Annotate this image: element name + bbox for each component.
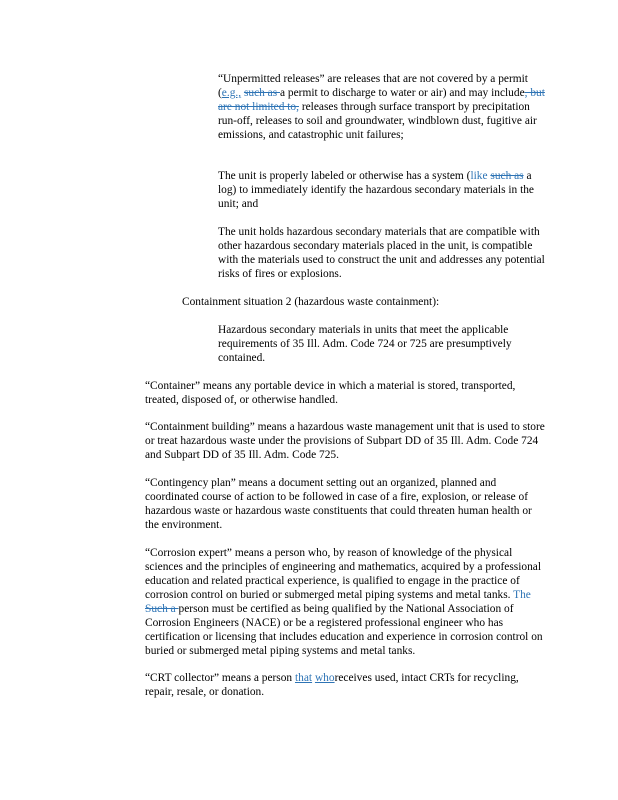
inserted-text: who: [314, 672, 335, 684]
deleted-text: , but are not limited to,: [218, 87, 545, 113]
presumptively-contained-paragraph: Hazardous secondary materials in units that meet the applicable requirements of 35 Ill. Adm. Code 724 or 725 are presumptively contained.: [218, 324, 512, 364]
containment-situation-2-heading: Containment situation 2 (hazardous waste containment):: [182, 296, 440, 308]
inserted-text: like: [470, 170, 488, 182]
paragraph-text: person must be certified as being qualified by the National Association of Corrosion Engineers (NACE) or be a registered professional engineer who has certification or licensing that includes education and experience in corrosion control on buried or submerged metal piping systems and metal tanks.: [145, 603, 543, 657]
contingency-plan-definition: “Contingency plan” means a document setting out an organized, planned and coordinated course of action to be followed in case of a fire, explosion, or release of hazardous waste or hazardous waste constituents that could threaten human health or the environment.: [145, 477, 532, 531]
paragraph-text: “Unpermitted releases” are releases that are not covered by a permit (: [218, 73, 528, 99]
deleted-text: such as: [243, 87, 281, 99]
inserted-text: that: [294, 672, 313, 684]
compatible-unit-paragraph: The unit holds hazardous secondary materials that are compatible with other hazardous secondary materials placed in the unit, is compatible with the materials used to construct the unit and addresses any potential risks of fires or explosions.: [218, 226, 545, 280]
paragraph-text: a permit to discharge to water or air) and may include: [280, 87, 525, 99]
paragraph-text: The unit is properly labeled or otherwise has a system (: [218, 170, 471, 182]
paragraph-text: a log) to immediately identify the hazardous secondary materials in the unit; and: [218, 170, 534, 210]
inserted-text: e.g.,: [221, 87, 242, 99]
container-definition: “Container” means any portable device in which a material is stored, transported, treated, disposed of, or otherwise handled.: [145, 380, 516, 406]
inserted-text: The: [513, 589, 531, 601]
crt-collector-definition: [145, 671, 545, 699]
containment-building-definition: “Containment building” means a hazardous waste management unit that is used to store or treat hazardous waste under the provisions of Subpart DD of 35 Ill. Adm. Code 724 and Subpart DD of 35 Ill. Adm. Code 725.: [145, 421, 545, 461]
unpermitted-releases-paragraph: [218, 72, 548, 142]
paragraph-text: “CRT collector” means a person: [145, 672, 295, 684]
deleted-text: such as: [490, 170, 524, 182]
paragraph-text: “Corrosion expert” means a person who, by reason of knowledge of the physical sciences and the principles of engineering and mathematics, acquired by a professional education and related practical experience, is qualified to engage in the practice of corrosion control on buried or submerged metal piping systems and metal tanks.: [145, 547, 541, 601]
deleted-text: Such a: [145, 603, 179, 615]
labeled-unit-paragraph: [218, 169, 548, 211]
paragraph-text: receives used, intact CRTs for recycling, repair, resale, or donation.: [145, 672, 519, 698]
corrosion-expert-definition: [145, 546, 545, 658]
paragraph-text: releases through surface transport by precipitation run-off, releases to soil and groundwater, windblown dust, fugitive air emissions, and catastrophic unit failures;: [218, 101, 537, 141]
